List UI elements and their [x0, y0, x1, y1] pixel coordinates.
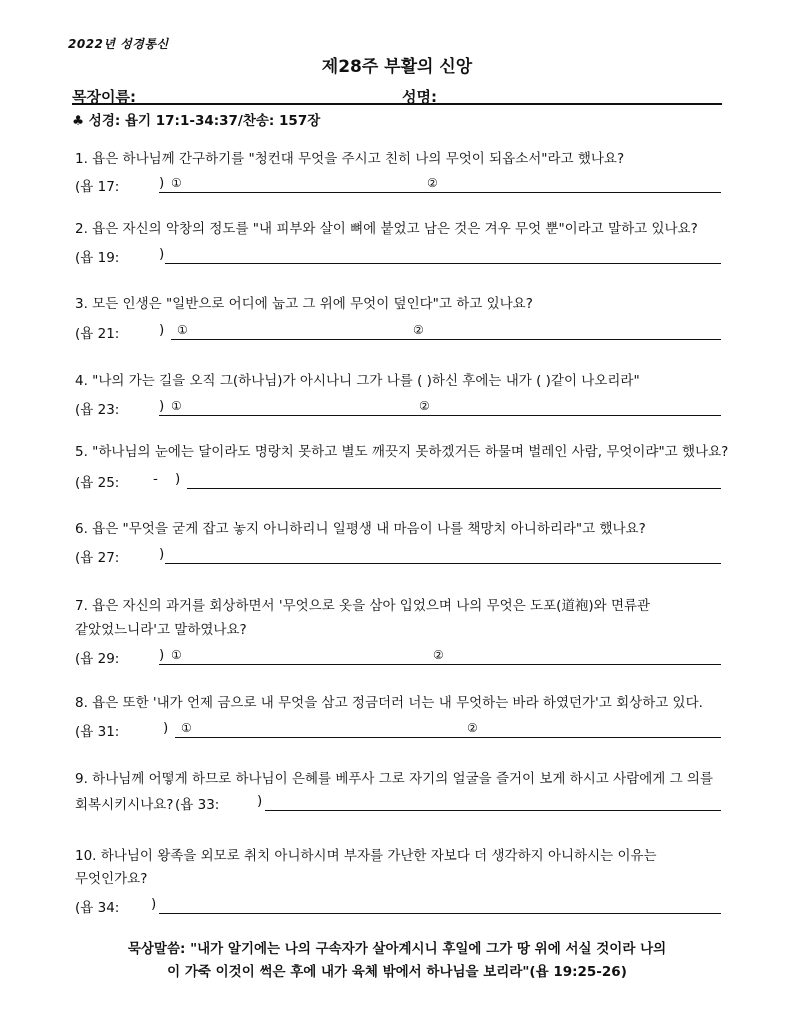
answer-7-close: ) [159, 647, 165, 663]
answer-1-ref: (욥 17: [75, 179, 120, 195]
answer-1-mark2: ② [427, 176, 438, 190]
answer-4-close: ) [159, 398, 165, 414]
answer-6-close: ) [159, 546, 165, 562]
answer-2-close: ) [159, 246, 165, 262]
answer-7-ref: (욥 29: [75, 651, 120, 667]
question-1-text: 1. 욥은 하나님께 간구하기를 "청컨대 무엇을 주시고 친히 나의 무엇이 되옵소서"라고 했나요? [75, 151, 625, 167]
question-2-text: 2. 욥은 자신의 악창의 정도를 "내 피부와 살이 뼈에 붙었고 남은 것은 겨우 무엇 뿐"이라고 말하고 있나요? [75, 221, 698, 237]
corner-note: 2022년 성경통신 [68, 37, 169, 51]
answer-4-ref: (욥 23: [75, 402, 120, 418]
answer-1-line[interactable] [159, 192, 721, 193]
answer-10-ref: (욥 34: [75, 900, 120, 916]
answer-row-3 [75, 322, 725, 342]
header-rule [72, 103, 722, 105]
answer-3-mark2: ② [413, 323, 424, 337]
answer-row-1 [75, 175, 725, 195]
question-10-text-cont: 무엇인가요? [75, 871, 148, 887]
answer-10-close: ) [151, 896, 157, 912]
answer-7-mark1: ① [171, 648, 182, 662]
name-label: 성명: [402, 88, 437, 106]
answer-row-2 [75, 246, 725, 266]
question-9-text-cont: 회복시키시나요? [75, 797, 174, 813]
question-4-text: 4. "나의 가는 길을 오직 그(하나님)가 아시나니 그가 나를 ( )하신 후에는 내가 ( )같이 나오리라" [75, 373, 640, 389]
leader-label: 목장이름: [72, 88, 136, 106]
answer-8-mark2: ② [467, 721, 478, 735]
answer-5-dash: - [153, 471, 158, 487]
answer-row-8 [75, 720, 725, 740]
answer-8-line[interactable] [175, 737, 721, 738]
answer-4-line[interactable] [159, 415, 721, 416]
question-8-text: 8. 욥은 또한 '내가 언제 금으로 내 무엇을 삼고 정금더러 너는 내 무엇하는 바라 하였던가'고 회상하고 있다. [75, 695, 703, 711]
answer-9-ref: (욥 33: [175, 797, 220, 813]
question-7-text-cont: 같았었느니라'고 말하였나요? [75, 622, 247, 638]
answer-5-line[interactable] [187, 488, 721, 489]
question-9-text: 9. 하나님께 어떻게 하므로 하나님이 은혜를 베푸사 그로 자기의 얼굴을 즐거이 보게 하시고 사람에게 그 의를 [75, 771, 714, 787]
answer-4-mark1: ① [171, 399, 182, 413]
answer-2-ref: (욥 19: [75, 250, 120, 266]
answer-row-10 [75, 896, 725, 916]
answer-8-ref: (욥 31: [75, 724, 120, 740]
answer-1-mark1: ① [171, 176, 182, 190]
answer-1-close: ) [159, 175, 165, 191]
question-3-text: 3. 모든 인생은 "일반으로 어디에 눕고 그 위에 무엇이 덮인다"고 하고 있나요? [75, 296, 533, 312]
answer-row-9 [75, 793, 725, 813]
question-5-text: 5. "하나님의 눈에는 달이라도 명랑치 못하고 별도 깨끗지 못하겠거든 하물며 벌레인 사람, 무엇이랴"고 했나요? [75, 444, 729, 460]
answer-3-ref: (욥 21: [75, 326, 120, 342]
question-6-text: 6. 욥은 "무엇을 굳게 잡고 놓지 아니하리니 일평생 내 마음이 나를 책망치 아니하리라"고 했나요? [75, 521, 646, 537]
answer-9-line[interactable] [265, 810, 721, 811]
answer-row-6 [75, 546, 725, 566]
answer-9-close: ) [257, 793, 263, 809]
answer-8-mark1: ① [181, 721, 192, 735]
answer-row-7 [75, 647, 725, 667]
answer-2-line[interactable] [165, 263, 721, 264]
answer-7-mark2: ② [433, 648, 444, 662]
answer-10-line[interactable] [159, 913, 721, 914]
answer-6-line[interactable] [165, 563, 721, 564]
meditation-line-2: 이 가죽 이것이 썩은 후에 내가 육체 밖에서 하나님을 보리라"(욥 19:25-26) [167, 964, 627, 980]
answer-6-ref: (욥 27: [75, 550, 120, 566]
answer-5-close: ) [175, 471, 181, 487]
answer-3-close: ) [159, 322, 165, 338]
answer-row-4 [75, 398, 725, 418]
answer-5-ref: (욥 25: [75, 475, 120, 491]
answer-3-line[interactable] [171, 339, 721, 340]
question-7-text: 7. 욥은 자신의 과거를 회상하면서 '무엇으로 옷을 삼아 입었으며 나의 무엇은 도포(道袍)와 면류관 [75, 598, 651, 614]
answer-4-mark2: ② [419, 399, 430, 413]
meditation-line-1: 묵상말씀: "내가 알기에는 나의 구속자가 살아계시니 후일에 그가 땅 위에 서실 것이라 나의 [127, 941, 667, 957]
answer-3-mark1: ① [177, 323, 188, 337]
answer-7-line[interactable] [159, 664, 721, 665]
answer-8-close: ) [163, 720, 169, 736]
question-10-text: 10. 하나님이 왕족을 외모로 취치 아니하시며 부자를 가난한 자보다 더 생각하지 아니하시는 이유는 [75, 848, 657, 864]
answer-row-5 [75, 471, 725, 491]
scripture-line: ♣ 성경: 욥기 17:1-34:37/찬송: 157장 [72, 113, 321, 129]
page-title: 제28주 부활의 신앙 [321, 57, 473, 77]
